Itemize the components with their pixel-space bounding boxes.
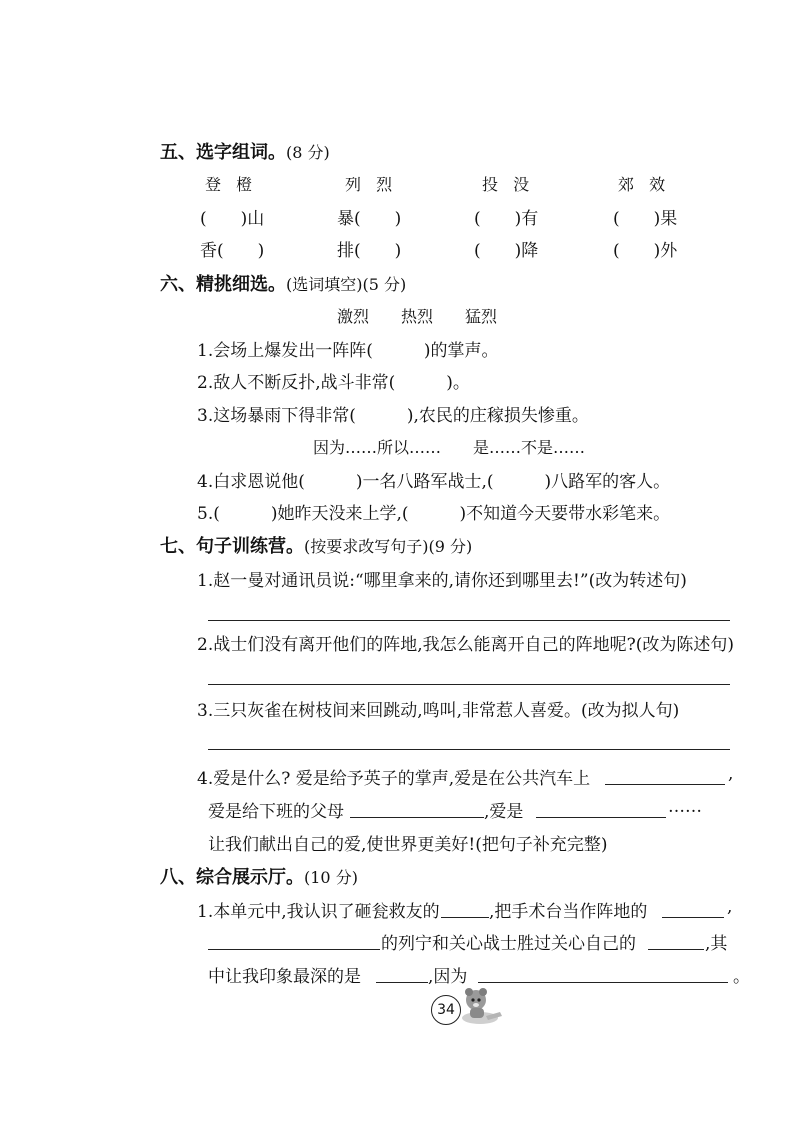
blank-item: 排( ) (337, 241, 402, 261)
section-8-title: 八、综合展示厅。(10 分) (160, 867, 358, 888)
question-6-4: 4.白求恩说他( )一名八路军战士,( )八路军的客人。 (197, 472, 671, 492)
blank-item: ( )有 (474, 209, 539, 229)
question-8-1-line3a: 中让我印象最深的是 (208, 967, 361, 987)
question-8-1-line3b: ,因为 (428, 967, 468, 987)
ellipsis: …… (668, 797, 702, 817)
blank-item: ( )山 (200, 209, 265, 229)
question-7-1: 1.赵一曼对通讯员说:“哪里拿来的,请你还到哪里去!”(改为转述句) (197, 571, 687, 591)
question-8-1-line1a: 1.本单元中,我认识了砸瓮救友的 (197, 902, 440, 922)
answer-line (208, 749, 730, 750)
blank-item: 暴( ) (337, 209, 402, 229)
char-pair-1: 登 橙 (205, 175, 253, 194)
section-5-title: 五、选字组词。(8 分) (160, 142, 330, 163)
blank-item: ( )果 (613, 209, 678, 229)
punctuation: 。 (733, 967, 750, 987)
question-7-3: 3.三只灰雀在树枝间来回跳动,鸣叫,非常惹人喜爱。(改为拟人句) (197, 701, 680, 721)
question-7-4-line3: 让我们献出自己的爱,使世界更美好!(把句子补充完整) (208, 835, 608, 855)
fill-blank (441, 917, 489, 918)
answer-line (208, 684, 730, 685)
question-7-2: 2.战士们没有离开他们的阵地,我怎么能离开自己的阵地呢?(改为陈述句) (197, 635, 735, 655)
blank-item: 香( ) (200, 241, 265, 261)
fill-blank (350, 817, 484, 818)
question-6-3: 3.这场暴雨下得非常( ),农民的庄稼损失惨重。 (197, 406, 589, 426)
question-8-1-line2a: 的列宁和关心战士胜过关心自己的 (381, 934, 636, 954)
question-6-5: 5.( )她昨天没来上学,( )不知道今天要带水彩笔来。 (197, 504, 671, 524)
char-pair-3: 投 没 (482, 175, 530, 194)
word-choices-2: 因为……所以…… 是……不是…… (313, 438, 586, 457)
question-7-4-line2b: ,爱是 (484, 802, 524, 822)
question-6-2: 2.敌人不断反扑,战斗非常( )。 (197, 373, 470, 393)
blank-item: ( )外 (613, 241, 678, 261)
fill-blank (376, 982, 428, 983)
question-7-4-line1: 4.爱是什么? 爱是给予英子的掌声,爱是在公共汽车上 (197, 769, 591, 789)
fill-blank (605, 784, 725, 785)
answer-line (208, 620, 730, 621)
char-pair-2: 列 烈 (345, 175, 393, 194)
fill-blank (662, 917, 724, 918)
question-6-1: 1.会场上爆发出一阵阵( )的掌声。 (197, 341, 499, 361)
question-8-1-line1b: ,把手术台当作阵地的 (489, 902, 648, 922)
char-pair-4: 郊 效 (618, 175, 666, 194)
mascot-icon (460, 986, 504, 1028)
word-choices-1: 激烈 热烈 猛烈 (337, 307, 498, 326)
fill-blank (648, 949, 704, 950)
punctuation: , (727, 897, 733, 917)
section-7-title: 七、句子训练营。(按要求改写句子)(9 分) (160, 536, 473, 557)
fill-blank (208, 949, 380, 950)
blank-item: ( )降 (474, 241, 539, 261)
fill-blank (478, 982, 728, 983)
question-7-4-line2a: 爱是给下班的父母 (208, 802, 344, 822)
page-number: 34 (431, 995, 461, 1025)
fill-blank (536, 817, 666, 818)
punctuation: , (728, 764, 734, 784)
section-6-title: 六、精挑细选。(选词填空)(5 分) (160, 274, 407, 295)
question-8-1-line2b: ,其 (705, 934, 728, 954)
